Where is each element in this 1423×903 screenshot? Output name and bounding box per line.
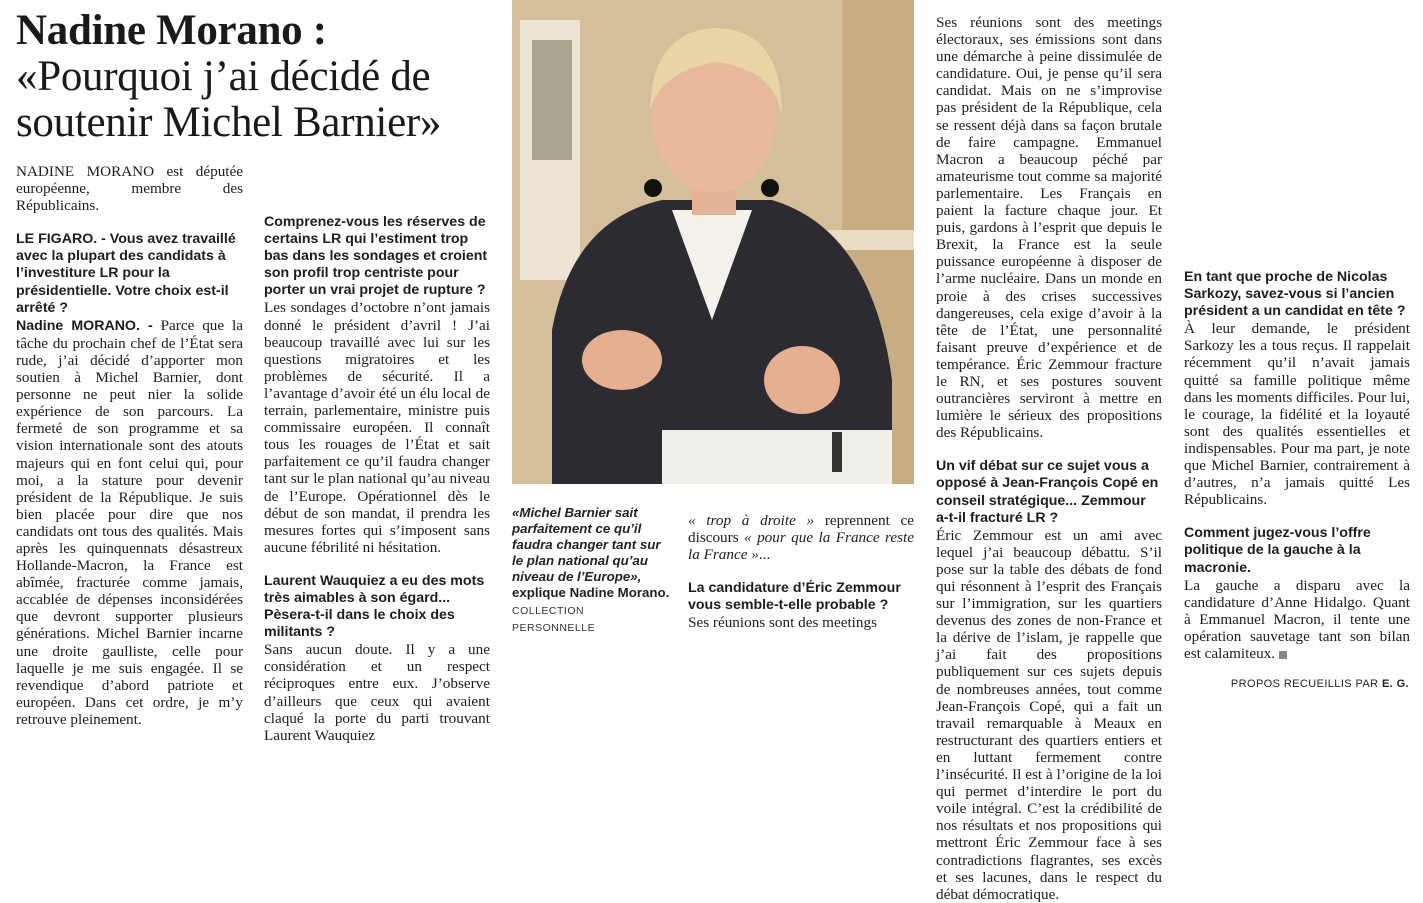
article-column-3	[688, 512, 914, 700]
question-1: LE FIGARO. - Vous avez travaillé avec la plupart des candidats à l’investiture LR pour la présidentielle. Votre choix est-il arrêté ?	[16, 231, 236, 316]
interview-credit	[1231, 678, 1409, 690]
answer-3-part1: Sans aucun doute. Il y a une considération et un respect réciproques entre eux. J’observe d’ailleurs que ceux qui avaient claqué la porte du parti trouvant Laurent Wauquiez	[264, 641, 490, 744]
answer-3-quote1: « trop à droite »	[688, 512, 815, 529]
question-2: Comprenez-vous les réserves de certains LR qui l’estiment trop bas dans les sondages et croient son profil trop centriste pour porter un vrai projet de rupture ?	[264, 214, 488, 299]
caption-explains: explique Nadine Morano.	[512, 585, 670, 600]
question-5: Un vif débat sur ce sujet vous a opposé à Jean-François Copé en conseil stratégique... Zemmour a-t-il fracturé LR ?	[936, 458, 1159, 526]
article-column-5	[1184, 14, 1410, 674]
question-7: Comment jugez-vous l’offre politique de la gauche à la macronie.	[1184, 525, 1371, 576]
answer-6: À leur demande, le président Sarkozy les a tous reçus. Il rappelait récemment qu’il n’avait jamais quitté sa famille politique même dans les moments difficiles. Pour lui, le courage, la fidélité et la loyauté sont des qualités essentielles et indispensables. Pour ma part, je note que Michel Barnier, contrairement à d’autres, n’a jamais quitté Les Républicains.	[1184, 320, 1410, 509]
end-mark-icon	[1279, 651, 1287, 659]
headline	[16, 8, 506, 146]
credit-label: PROPOS RECUEILLIS PAR	[1230, 678, 1382, 690]
answer-3-continued	[688, 512, 914, 563]
answer-3-quote2: « pour que la France reste la France »	[688, 529, 914, 564]
caption-collection: COLLECTION PERSONNELLE	[512, 605, 596, 634]
intro-text: NADINE MORANO est députée européenne, membre des Républicains.	[16, 163, 243, 215]
answer-2: Les sondages d’octobre n’ont jamais donné le président d’avril ! J’ai beaucoup travaillé avec lui sur les questions migratoires et les problèmes de sécurité. Il a l’avantage d’avoir été un élu local de terrain, parlementaire, ministre puis commissaire européen. Il connaît tous les rouages de l’État et sait parfaitement ce qu’il faudra changer tant sur le plan national qu’au niveau de l’Europe. Opérationnel dès le début de son mandat, il prendra les mesures fortes qui s’imposent sans aucune fébrilité ni hésitation.	[264, 299, 490, 556]
answer-4: Ses réunions sont des meetings électoraux, ses émissions sont dans une démarche à peine dissimulée de candidature. Oui, je pense qu’il sera candidat. Mais on ne s’improvise pas président de la République, cela se ressent déjà dans sa façon brutale de faire campagne. Emmanuel Macron a beaucoup péché par amateurisme tout comme sa majorité parlementaire. Les Français en paient la facture chaque jour. Et puis, gardons à l’esprit que depuis le Brexit, la France est la seule puissance européenne à disposer de l’arme nucléaire. Dans un monde en proie à des crises successives dangereuses, cela exige d’avoir à la tête de l’État, une personnalité faisant preuve d’expérience et de tempérance. Éric Zemmour fracture le RN, et ses postures souvent outrancières serviront à mettre en lumière le sérieux des propositions des Républicains.	[936, 14, 1162, 442]
photo-caption	[512, 505, 670, 636]
answer-5-continued	[1184, 14, 1410, 252]
answer-7-text: La gauche a disparu avec la candidature d’Anne Hidalgo. Quant à Emmanuel Macron, il tente une opération sauvetage tant son bilan est calamiteux.	[1184, 576, 1410, 662]
answer-4-start: Ses réunions sont des meetings	[688, 614, 877, 632]
portrait-illustration	[512, 0, 914, 484]
question-6: En tant que proche de Nicolas Sarkozy, savez-vous si l’ancien président a un candidat en tête ?	[1184, 269, 1406, 320]
headline-name: Nadine Morano :	[16, 7, 327, 54]
credit-initials: E. G.	[1381, 678, 1409, 690]
headline-title: «Pourquoi j’ai décidé de soutenir Michel Barnier»	[16, 53, 442, 146]
article-column-1	[16, 163, 243, 728]
answer-5: Éric Zemmour est un ami avec lequel j’ai beaucoup débattu. S’il pose sur la table des débats de fond qui résonnent à l’esprit des Français sur l’immigration, sur les quartiers devenus des zones de non-France et la dérive de l’islam, je rappelle que j’ai fait des propositions publiquement sur ces sujets depuis de nombreuses années, tout comme Jean-François Copé, qui a fait un travail remarquable à Meaux en restructurant des quartiers entiers et en luttant fermement contre l’insécurité. Il est à l’origine de la loi qui permet d’interdire le port du voile intégral. C’est la crédibilité de nos résultats et nos propositions qui mettront Éric Zemmour face à ses contradictions flagrantes, ses excès et ses lacunes, dans le respect du débat démocratique.	[936, 526, 1162, 903]
answer-3-part3: ...	[758, 546, 771, 564]
question-4: La candidature d’Éric Zemmour vous semble-t-elle probable ?	[688, 580, 901, 614]
article-column-4	[936, 14, 1162, 903]
answer-1-text: Parce que la tâche du prochain chef de l’État sera rude, j’ai décidé d’apporter mon soutien à Michel Barnier, dont personne ne peut nier la solide expérience de son parcours. La fermeté de son programme et sa vision internationale sont des atouts majeurs qui en font celui qui, pour moi, a la stature pour devenir président de la République. Je suis bien placée pour dire que nos candidats ont tous des qualités. Mais après les quinquennats désastreux Hollande-Macron, la France est abîmée, fracturée comme jamais, accablée de dépenses inconsidérées que devront supporter plusieurs générations. Michel Barnier incarne une droite gaulliste, celle pour laquelle je me suis engagée. Il se revendique d’abord patriote et européen. Dans cet ordre, je m’y retrouve pleinement.	[16, 316, 243, 728]
answer-7	[1184, 577, 1410, 662]
portrait-photo	[512, 0, 914, 484]
caption-quote: «Michel Barnier sait parfaitement ce qu’il faudra changer tant sur le plan national qu’au niveau de l’Europe»,	[512, 505, 661, 584]
answer-3	[264, 641, 490, 744]
answer-3-part2: reprennent ce discours	[688, 512, 914, 547]
article-column-2	[264, 163, 490, 744]
answer-1-speaker: Nadine MORANO. -	[16, 317, 153, 334]
answer-1	[16, 317, 243, 728]
question-3: Laurent Wauquiez a eu des mots très aimables à son égard... Pèsera-t-il dans le choix des militants ?	[264, 572, 485, 641]
